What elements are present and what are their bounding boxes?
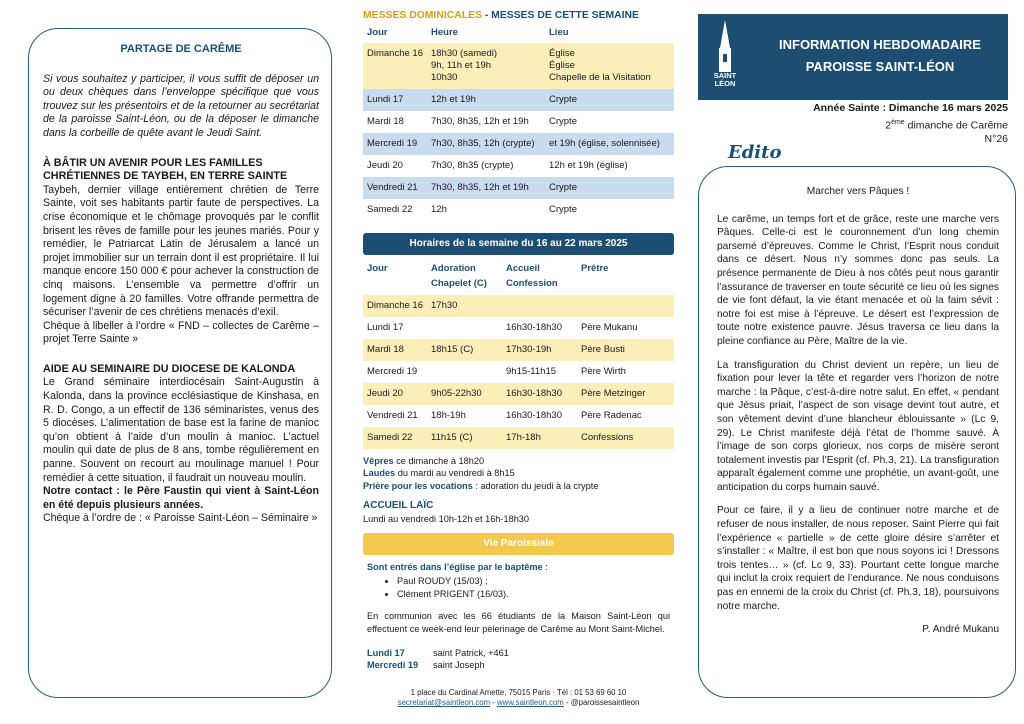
kalonda-text: Le Grand séminaire interdiocésain Saint-Augustin à Kalonda, dans la province ecclésiastique de Kinshasa, en R. D. Congo, a un effectif de 136 séminaristes, venus des 5 diocèses. L’alimentation de base est la farine de manioc qu’on obtient à l’aide d’un moulin à manioc. L’actuel moulin qui date de plus de 8 ans, tombe régulièrement en panne. Souvent on recourt au moulinage manuel ! Pour remédier à cette situation, il faudrait un nouveau moulin. [43,376,319,484]
table-cell: Père Mukanu [577,317,674,339]
table-row [363,199,674,221]
header-title [760,34,1000,78]
week-table [363,255,674,449]
table-cell: Mardi 18 [363,111,427,133]
footer-address: 1 place du Cardinal Amette, 75015 Paris · Tél : 01 53 69 60 10 [410,688,627,697]
vie-content [363,555,674,672]
saint-row [367,647,670,659]
masses-heading-sep: - [481,10,492,21]
issue-info [813,102,1008,146]
vepres-line [363,455,674,467]
table-cell: Crypte [545,111,674,133]
prayer-text: : adoration du jeudi à la crypte [472,480,599,491]
table-cell: 9h15-11h15 [502,361,577,383]
table-cell: 7h30, 8h35 (crypte) [427,155,545,177]
footer [363,688,674,708]
accueil-text: Lundi au vendredi 10h-12h et 16h-18h30 [363,513,530,524]
table-row [363,89,674,111]
laudes-line [363,467,674,479]
social-handle: - @paroissesaintleon [563,698,640,707]
table-cell: Jeudi 20 [363,155,427,177]
table-row [363,361,674,383]
edito-label: Edito [722,142,787,163]
saint-day: Mercredi 19 [367,660,419,671]
vepres-label: Vêpres [363,456,394,466]
kalonda-cheque: Chèque à l’ordre de : « Paroisse Saint-Léon – Séminaire » [43,512,318,525]
table-cell: Crypte [545,177,674,199]
table-cell [577,295,674,317]
baptism-list [367,575,670,600]
table-cell: Mardi 18 [363,339,427,361]
edito-title: Marcher vers Pâques ! [806,186,910,197]
logo-text: SAINT LÉON [713,71,737,88]
prayers [363,455,674,525]
header-line2: PAROISSE SAINT-LÉON [805,59,955,74]
edito-signature: P. André Mukanu [922,624,999,636]
table-row [363,339,674,361]
laudes-text: du mardi au vendredi à 8h15 [395,468,515,479]
table-cell: 11h15 (C) [427,427,502,449]
week-bar: Horaires de la semaine du 16 au 22 mars 2025 [363,233,674,255]
issue-date: Année Sainte : Dimanche 16 mars 2025 [813,102,1008,114]
table-cell: Père Wirth [577,361,674,383]
edito-panel [698,166,1016,698]
table-cell: Lundi 17 [363,317,427,339]
table-cell [427,361,502,383]
communion-text: En communion avec les 66 étudiants de la Maison Saint-Léon qui effectuent ce week-end leur pèlerinage de Carême au Mont Saint-Michel. [367,611,670,634]
table-cell: 17h30 [427,295,502,317]
table-cell: Samedi 22 [363,427,427,449]
prayer-label: Prière pour les vocations [363,480,473,491]
masses-heading [363,10,674,21]
list-item: • Paul ROUDY (15/03) ; [397,575,670,587]
lent-sharing-panel [28,28,332,698]
masses-rows [363,43,674,221]
saint-name: saint Patrick, +461 [433,648,509,659]
col-header: Adoration Chapelet (C) [431,263,487,289]
table-row [363,383,674,405]
table-cell: et 19h (église, solennisée) [545,133,674,155]
edito-paragraph: Pour ce faire, il y a lieu de continuer notre marche et de refuser de nous installer, de nous reposer. Saint Pierre qui fait l’expérience « partielle » de cette gloire désire s’arrêter et s’installer : « Maître, il est bon que nous soyons ici ! Dressons trois tentes… » (cf. Lc 9, 33). Pourtant cette longue marche qui inclut la croix requiert de l’endurance. Ne nous conduisons pas en ennemi de la croix du Christ (cf. Ph.3, 18), poursuivons notre marche. [717,505,999,612]
table-cell: Jeudi 20 [363,383,427,405]
table-cell: 9h05-22h30 [427,383,502,405]
col-header: Lieu [549,27,569,38]
table-cell: Dimanche 16 [363,295,427,317]
table-row [363,295,674,317]
sunday-text: dimanche de Carême [904,119,1008,131]
table-cell: 18h15 (C) [427,339,502,361]
table-cell: 7h30, 8h35, 12h et 19h [427,177,545,199]
table-cell: 18h-19h [427,405,502,427]
table-cell: 17h-18h [502,427,577,449]
saint-day: Lundi 17 [367,648,405,659]
taybeh-cheque: Chèque à libeller à l’ordre « FND – collectes de Carême – projet Terre Sainte » [43,319,319,346]
email-link[interactable]: secretariat@saintleon.com [397,698,491,707]
col-header: Accueil Confession [506,263,558,289]
table-cell: 7h30, 8h35, 12h et 19h [427,111,545,133]
sunday-line [813,116,1008,133]
table-row [363,177,674,199]
baptism-label: Sont entrés dans l’église par le baptême [367,562,543,573]
table-cell: Mercredi 19 [363,133,427,155]
vie-bar: Vie Paroissiale [363,533,674,555]
list-item: • Clément PRIGENT (16/03). [397,588,670,600]
saint-row [367,659,670,671]
prayer-line [363,480,674,492]
table-row [363,43,674,89]
sunday-number: 2 [885,119,892,131]
table-cell: Dimanche 16 [363,43,427,89]
header-line1: INFORMATION HEBDOMADAIRE [779,37,981,52]
table-header [363,21,674,43]
table-row [363,155,674,177]
kalonda-contact: Notre contact : le Père Faustin qui vient à Saint-Léon en été depuis plusieurs années. [43,485,319,511]
table-cell: Confessions [577,427,674,449]
masses-heading-b: MESSES DE CETTE SEMAINE [491,10,639,21]
baptism-line [367,561,670,573]
table-cell: Crypte [545,89,674,111]
taybeh-text: Taybeh, dernier village entièrement chrétien de Terre Sainte, voit ses habitants partir faute de perspectives. La crise économique et le chômage provoqués par le conflit brisent les rêves de famille pour les jeunes mariés. Pour y remédier, le Patriarcat Latin de Jérusalem a lancé un projet immobilier sur un terrain dont il est propriétaire. Il lui manque encore 150 000 € pour achever la construction de cinq maisons. L’ensemble va permettre d’offrir un logement digne à 20 familles. Votre offrande permettra de sécuriser l’avenir de ces chrétiens menacés d’exil. [43,183,319,319]
table-cell: Vendredi 21 [363,177,427,199]
table-row [363,317,674,339]
table-cell: Crypte [545,199,674,221]
saint-name: saint Joseph [433,660,485,671]
table-row [363,427,674,449]
table-cell: 16h30-18h30 [502,383,577,405]
table-row [363,111,674,133]
col-header: Jour [367,263,388,274]
church-logo [706,18,744,96]
edito-paragraph: La transfiguration du Christ devient un repère, un lieu de fixation pour lever la tête et regarder vers l’horizon de notre marche : la Pâque, c’est-à-dire notre salut. En effet, « pendant que Jésus priait, l’aspect de son visage devint tout autre, et son vêtement devint d’une blancheur éblouissante » (Lc 9, 29). Le Christ manifeste déjà l’état de l’homme sauvé. À l’image de son corps glorieux, nos corps de misère seront totalement investis par l’Esprit (cf. Ph.3, 21). La transfiguration apparaît également comme une prophétie, un avant-goût, une anticipation du corps humain sauvé. [717,359,999,493]
panel-title: PARTAGE DE CARÊME [120,43,242,55]
col-header: Jour [367,27,388,38]
masses-heading-a: MESSES DOMINICALES [363,10,482,21]
issue-number: N°26 [984,132,1008,145]
table-cell: 7h30, 8h35, 12h (crypte) [427,133,545,155]
table-cell: 17h30-19h [502,339,577,361]
table-cell [502,295,577,317]
website-link[interactable]: www.saintleon.com [497,698,564,707]
table-cell: Mercredi 19 [363,361,427,383]
masses-table [363,21,674,43]
table-cell: Vendredi 21 [363,405,427,427]
table-cell: 16h30-18h30 [502,317,577,339]
sunday-sup: ème [891,118,905,126]
table-header [363,255,674,295]
table-row [363,133,674,155]
table-cell: 12h [427,199,545,221]
edito-paragraph: Le carême, un temps fort et de grâce, reste une marche vers Pâques. Celle-ci est le couronnement d’un long chemin parsemé d’épreuves. Comme le Christ, l’Esprit nous conduit dans ce désert. Nous n’y sommes donc pas seuls. La présence permanente de Dieu à nos côtés peut nous garantir l’assurance de traverser en toute sécurité ce lieu où les signes de vie font défaut, la vie étant menacée et où la faim sévit : notre foi est mise à l’épreuve. Le désert est l’expression de toute notre existence pauvre. Jésus traversa ce lieu dans la pleine confiance au Père, Maître de la vie. [717,213,999,347]
table-cell: Père Metzinger [577,383,674,405]
intro-text: Si vous souhaitez y participer, il vous suffit de déposer un ou deux chèques dans l’enveloppe spécifique que vous trouvez sur les présentoirs et de la retourner au secrétariat de la paroisse Saint-Léon, ou de la déposer le dimanche dans la corbeille de quête avant le Jeudi Saint. [43,72,319,139]
col-header: Heure [431,27,458,38]
table-cell [427,317,502,339]
taybeh-title: À BÂTIR UN AVENIR POUR LES FAMILLES CHRÉTIENNES DE TAYBEH, EN TERRE SAINTE [43,156,288,183]
table-cell: 12h et 19h [427,89,545,111]
table-cell: 16h30-18h30 [502,405,577,427]
table-cell: Père Radenac [577,405,674,427]
table-cell: Église Église Chapelle de la Visitation [545,43,674,89]
saints-list [367,647,670,672]
accueil-title: ACCUEIL LAÏC [363,500,434,512]
col-header: Prêtre [581,263,609,274]
table-cell: 18h30 (samedi) 9h, 11h et 19h 10h30 [427,43,545,89]
footer-links [363,698,674,708]
laudes-label: Laudes [363,468,396,479]
table-row [363,405,674,427]
table-cell: 12h et 19h (église) [545,155,674,177]
footer-sep: - [490,698,498,707]
schedule-column [363,10,674,672]
table-cell: Père Busti [577,339,674,361]
kalonda-title: AIDE AU SEMINAIRE DU DIOCESE DE KALONDA [43,362,296,375]
vepres-text: ce dimanche à 18h20 [393,456,485,466]
baptism-suffix: : [542,562,548,573]
table-cell: Samedi 22 [363,199,427,221]
table-cell: Lundi 17 [363,89,427,111]
